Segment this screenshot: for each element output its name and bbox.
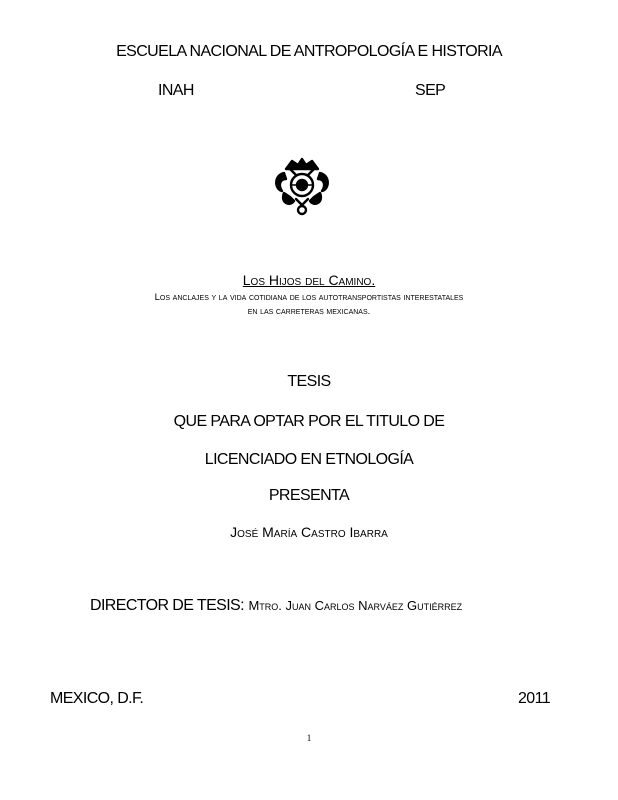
year-label: 2011 [518, 690, 551, 707]
director-label: DIRECTOR DE TESIS: [90, 597, 244, 614]
thesis-title: Los Hijos del Camino. [242, 272, 376, 288]
degree-name: LICENCIADO EN ETNOLOGÍA [204, 451, 414, 468]
stylized-glyph-emblem-icon [270, 155, 334, 217]
thesis-subtitle-line2: en las carreteras mexicanas. [247, 306, 371, 317]
author-name: José María Castro Ibarra [230, 524, 388, 540]
org-sep: SEP [415, 82, 446, 99]
institution-name: ESCUELA NACIONAL DE ANTROPOLOGÍA E HISTORIA [116, 43, 502, 60]
director-name: Mtro. Juan Carlos Narváez Gutiérrez [248, 598, 463, 613]
tesis-label: TESIS [287, 373, 331, 390]
director-line [90, 597, 462, 615]
org-inah: INAH [158, 82, 194, 99]
page-number: 1 [306, 733, 312, 743]
presenta-label: PRESENTA [268, 487, 350, 504]
thesis-subtitle-line1: Los anclajes y la vida cotidiana de los autotransportistas interestatales [154, 292, 464, 303]
place-label: MEXICO, D.F. [50, 690, 144, 707]
degree-line: QUE PARA OPTAR POR EL TITULO DE [173, 413, 445, 430]
